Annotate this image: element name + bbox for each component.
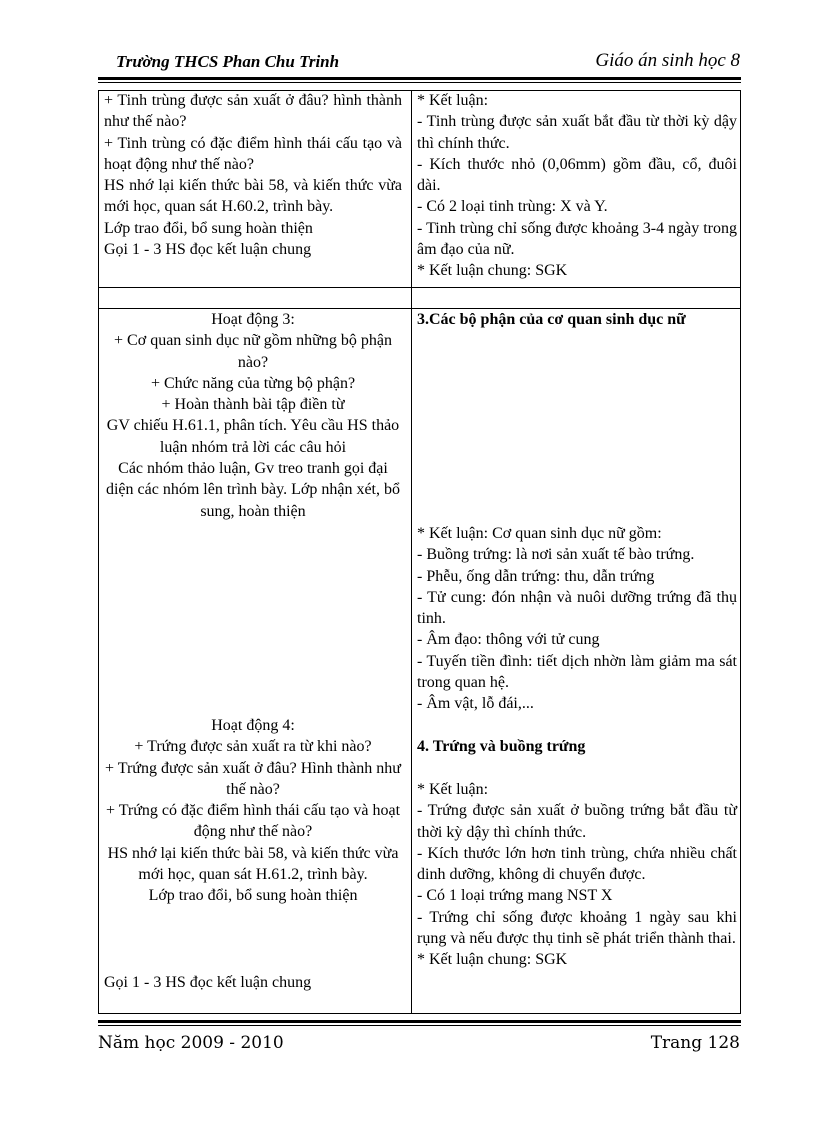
- conclusion-line: - Tinh trùng chỉ sống được khoảng 3-4 ngày trong âm đạo của nữ.: [417, 219, 737, 259]
- question-line: + Tinh trùng có đặc điểm hình thái cấu tạo và hoạt động như thế nào?: [104, 134, 402, 173]
- header-rule-thick: [98, 77, 741, 80]
- conclusion-label: * Kết luận:: [417, 781, 489, 798]
- instruction-line: Lớp trao đổi, bổ sung hoàn thiện: [104, 219, 313, 237]
- instruction-line: Gọi 1 - 3 HS đọc kết luận chung: [104, 241, 312, 259]
- activity4-block: [104, 715, 402, 907]
- question-line: + Tinh trùng được sản xuất ở đâu? hình thành như thế nào?: [104, 92, 402, 131]
- conclusion-line: - Âm vật, lỗ đái,...: [417, 695, 534, 713]
- conclusion-line: * Kết luận chung: SGK: [417, 262, 568, 280]
- activity4-line: + Trứng có đặc điểm hình thái cấu tạo và hoạt động như thế nào?: [105, 802, 401, 841]
- activity3-block: [104, 309, 402, 522]
- conclusion-line: - Âm đạo: thông với tử cung: [417, 631, 600, 649]
- row1-left-cell: [104, 90, 402, 260]
- section4-heading: 4. Trứng và buồng trứng: [417, 738, 586, 755]
- activity4-line: Lớp trao đổi, bổ sung hoàn thiện: [148, 887, 358, 905]
- column-divider: [411, 90, 412, 1014]
- conclusion-line: - Buồng trứng: là nơi sản xuất tế bào trứng.: [417, 546, 695, 564]
- activity4-closing: Gọi 1 - 3 HS đọc kết luận chung: [104, 974, 312, 991]
- conclusion-label: * Kết luận:: [417, 92, 489, 109]
- activity3-line: Các nhóm thảo luận, Gv treo tranh gọi đại diện các nhóm lên trình bày. Lớp nhận xét, bổ sung, hoàn thiện: [105, 460, 400, 520]
- conclusion-line: - Tuyến tiền đình: tiết dịch nhờn làm giảm ma sát trong quan hệ.: [417, 652, 737, 692]
- footer-rule-thick: [98, 1020, 741, 1023]
- conclusion-line: - Trứng được sản xuất ở buồng trứng bắt đầu từ thời kỳ dậy thì chính thức.: [417, 802, 737, 841]
- activity3-line: GV chiếu H.61.1, phân tích. Yêu cầu HS thảo luận nhóm trả lời các câu hỏi: [106, 417, 400, 456]
- instruction-line: HS nhớ lại kiến thức bài 58, và kiến thức vừa mới học, quan sát H.60.2, trình bày.: [104, 177, 402, 216]
- section3-conclusion: [417, 523, 737, 715]
- row-divider: [98, 287, 741, 288]
- page-number: Trang 128: [650, 1033, 740, 1053]
- row1-right-cell: [417, 90, 737, 282]
- school-name: Trường THCS Phan Chu Trinh: [116, 52, 340, 71]
- table-bottom-border: [98, 1013, 741, 1014]
- conclusion-line: - Tinh trùng được sản xuất bắt đầu từ thời kỳ dậy thì chính thức.: [417, 113, 737, 152]
- conclusion-line: - Kích thước nhỏ (0,06mm) gồm đầu, cổ, đuôi dài.: [417, 155, 737, 195]
- activity4-line: + Trứng được sản xuất ở đâu? Hình thành như thế nào?: [105, 759, 401, 798]
- section4-conclusion: [417, 779, 737, 971]
- conclusion-line: - Kích thước lớn hơn tinh trùng, chứa nhiều chất dinh dưỡng, không di chuyển được.: [417, 844, 737, 884]
- activity3-title: Hoạt động 3:: [211, 311, 295, 328]
- activity4-line: HS nhớ lại kiến thức bài 58, và kiến thức vừa mới học, quan sát H.61.2, trình bày.: [107, 844, 399, 884]
- activity3-line: + Hoàn thành bài tập điền từ: [161, 396, 345, 414]
- footer-rule-thin: [98, 1025, 741, 1026]
- header-rule-thin: [98, 82, 741, 83]
- conclusion-line: - Tử cung: đón nhận và nuôi dưỡng trứng đã thụ tinh.: [417, 588, 737, 628]
- conclusion-label: * Kết luận: Cơ quan sinh dục nữ gồm:: [417, 525, 662, 542]
- conclusion-line: - Phễu, ống dẫn trứng: thu, dẫn trứng: [417, 567, 655, 585]
- page-header: [98, 52, 740, 76]
- activity4-line: + Trứng được sản xuất ra từ khi nào?: [134, 738, 372, 756]
- school-year: Năm học 2009 - 2010: [98, 1033, 284, 1053]
- subject-title: Giáo án sinh học 8: [595, 50, 740, 71]
- activity3-line: + Cơ quan sinh dục nữ gồm những bộ phận nào?: [114, 332, 392, 371]
- conclusion-line: - Có 2 loại tinh trùng: X và Y.: [417, 198, 608, 216]
- conclusion-line: * Kết luận chung: SGK: [417, 951, 568, 969]
- conclusion-line: - Trứng chỉ sống được khoảng 1 ngày sau khi rụng và nếu được thụ tinh sẽ phát triển thành thai.: [417, 908, 737, 948]
- section3-heading: 3.Các bộ phận của cơ quan sinh dục nữ: [417, 311, 686, 328]
- conclusion-line: - Có 1 loại trứng mang NST X: [417, 887, 613, 905]
- activity4-title: Hoạt động 4:: [211, 717, 295, 734]
- activity3-line: + Chức năng của từng bộ phận?: [150, 374, 356, 392]
